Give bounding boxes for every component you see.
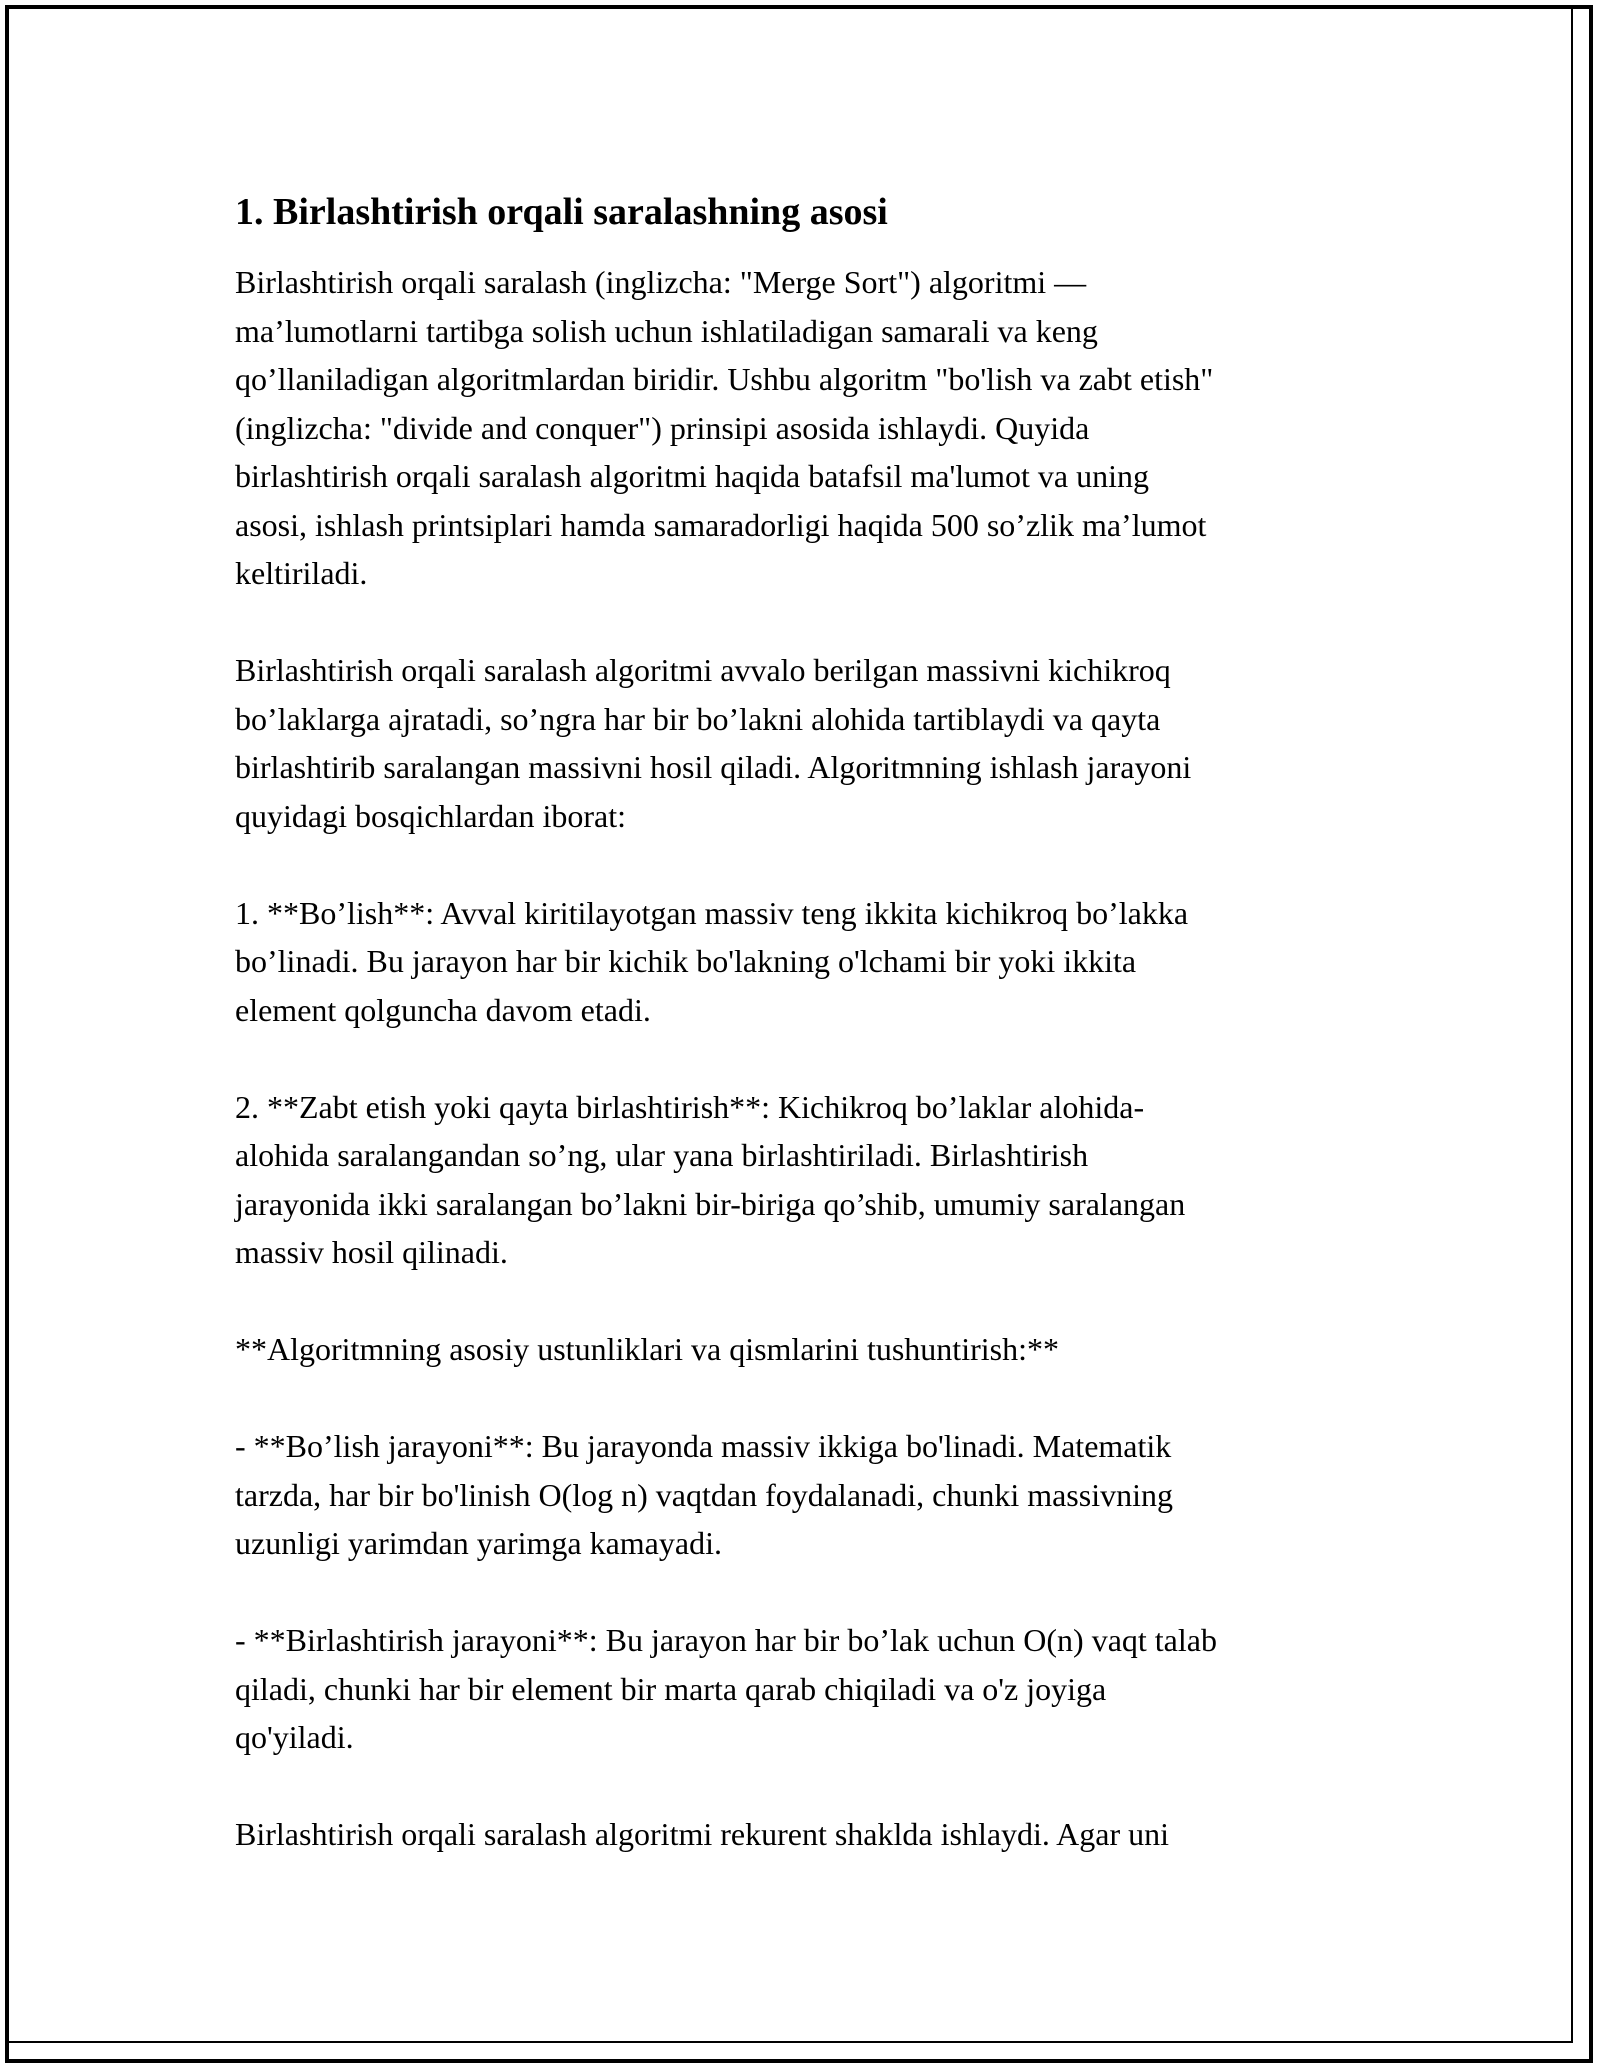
text-line: qiladi, chunki har bir element bir marta qarab chiqiladi va o'z joyiga <box>235 1670 1107 1707</box>
paragraphs-container <box>235 258 1375 1859</box>
paragraph-gap <box>235 1034 1375 1083</box>
text-line: bo’laklarga ajratadi, so’ngra har bir bo’lakni alohida tartiblaydi va qayta <box>235 700 1161 737</box>
paragraph <box>235 1616 1375 1762</box>
text-line: asosi, ishlash printsiplari hamda samaradorligi haqida 500 so’zlik ma’lumot <box>235 506 1207 543</box>
text-line: element qolguncha davom etadi. <box>235 991 651 1028</box>
text-line: - **Birlashtirish jarayoni**: Bu jarayon har bir bo’lak uchun O(n) vaqt talab <box>235 1622 1217 1658</box>
text-line: jarayonida ikki saralangan bo’lakni bir-biriga qo’shib, umumiy saralangan <box>235 1185 1186 1222</box>
paragraph-gap <box>235 1762 1375 1811</box>
text-line: quyidagi bosqichlardan iborat: <box>235 797 627 834</box>
text-line: qo’llaniladigan algoritmlardan biridir. Ushbu algoritm "bo'lish va zabt etish" <box>235 361 1214 397</box>
text-line: 2. **Zabt etish yoki qayta birlashtirish**: Kichikroq bo’laklar alohida- <box>235 1088 1145 1125</box>
paragraph-gap <box>235 1374 1375 1423</box>
text-line: Birlashtirish orqali saralash algoritmi avvalo berilgan massivni kichikroq <box>235 652 1171 688</box>
paragraph <box>235 646 1375 840</box>
paragraph-gap <box>235 598 1375 647</box>
text-line: Birlashtirish orqali saralash (inglizcha: "Merge Sort") algoritmi — <box>235 264 1087 300</box>
paragraph <box>235 1083 1375 1277</box>
text-line: uzunligi yarimdan yarimga kamayadi. <box>235 1525 722 1561</box>
section-heading: 1. Birlashtirish orqali saralashning asosi <box>235 191 888 233</box>
text-line: Birlashtirish orqali saralash algoritmi rekurent shaklda ishlaydi. Agar uni <box>235 1816 1170 1852</box>
text-line: massiv hosil qilinadi. <box>235 1234 508 1270</box>
paragraph <box>235 1810 1375 1859</box>
paragraph <box>235 889 1375 1035</box>
text-line: qo'yiladi. <box>235 1719 354 1755</box>
text-line: birlashtirish orqali saralash algoritmi haqida batafsil ma'lumot va uning <box>235 458 1149 494</box>
text-line: 1. **Bo’lish**: Avval kiritilayotgan massiv teng ikkita kichikroq bo’lakka <box>235 894 1189 931</box>
paragraph <box>235 258 1375 598</box>
text-line: alohida saralangandan so’ng, ular yana birlashtiriladi. Birlashtirish <box>235 1137 1089 1173</box>
paragraph <box>235 1325 1375 1374</box>
text-line: tarzda, har bir bo'linish O(log n) vaqtdan foydalanadi, chunki massivning <box>235 1476 1173 1513</box>
text-line: - **Bo’lish jarayoni**: Bu jarayonda massiv ikkiga bo'linadi. Matematik <box>235 1428 1172 1464</box>
text-line: keltiriladi. <box>235 555 368 591</box>
paragraph-gap <box>235 1277 1375 1326</box>
text-line: **Algoritmning asosiy ustunliklari va qismlarini tushuntirish:** <box>235 1331 1059 1367</box>
text-line: birlashtirib saralangan massivni hosil qiladi. Algoritmning ishlash jarayoni <box>235 749 1192 785</box>
document-body <box>235 186 1375 1859</box>
text-line: (inglizcha: "divide and conquer") prinsipi asosida ishlaydi. Quyida <box>235 409 1090 446</box>
text-line: bo’linadi. Bu jarayon har bir kichik bo'lakning o'lchami bir yoki ikkita <box>235 943 1137 979</box>
text-line: ma’lumotlarni tartibga solish uchun ishlatiladigan samarali va keng <box>235 312 1098 349</box>
paragraph <box>235 1422 1375 1568</box>
paragraph-gap <box>235 840 1375 889</box>
paragraph-gap <box>235 1568 1375 1617</box>
